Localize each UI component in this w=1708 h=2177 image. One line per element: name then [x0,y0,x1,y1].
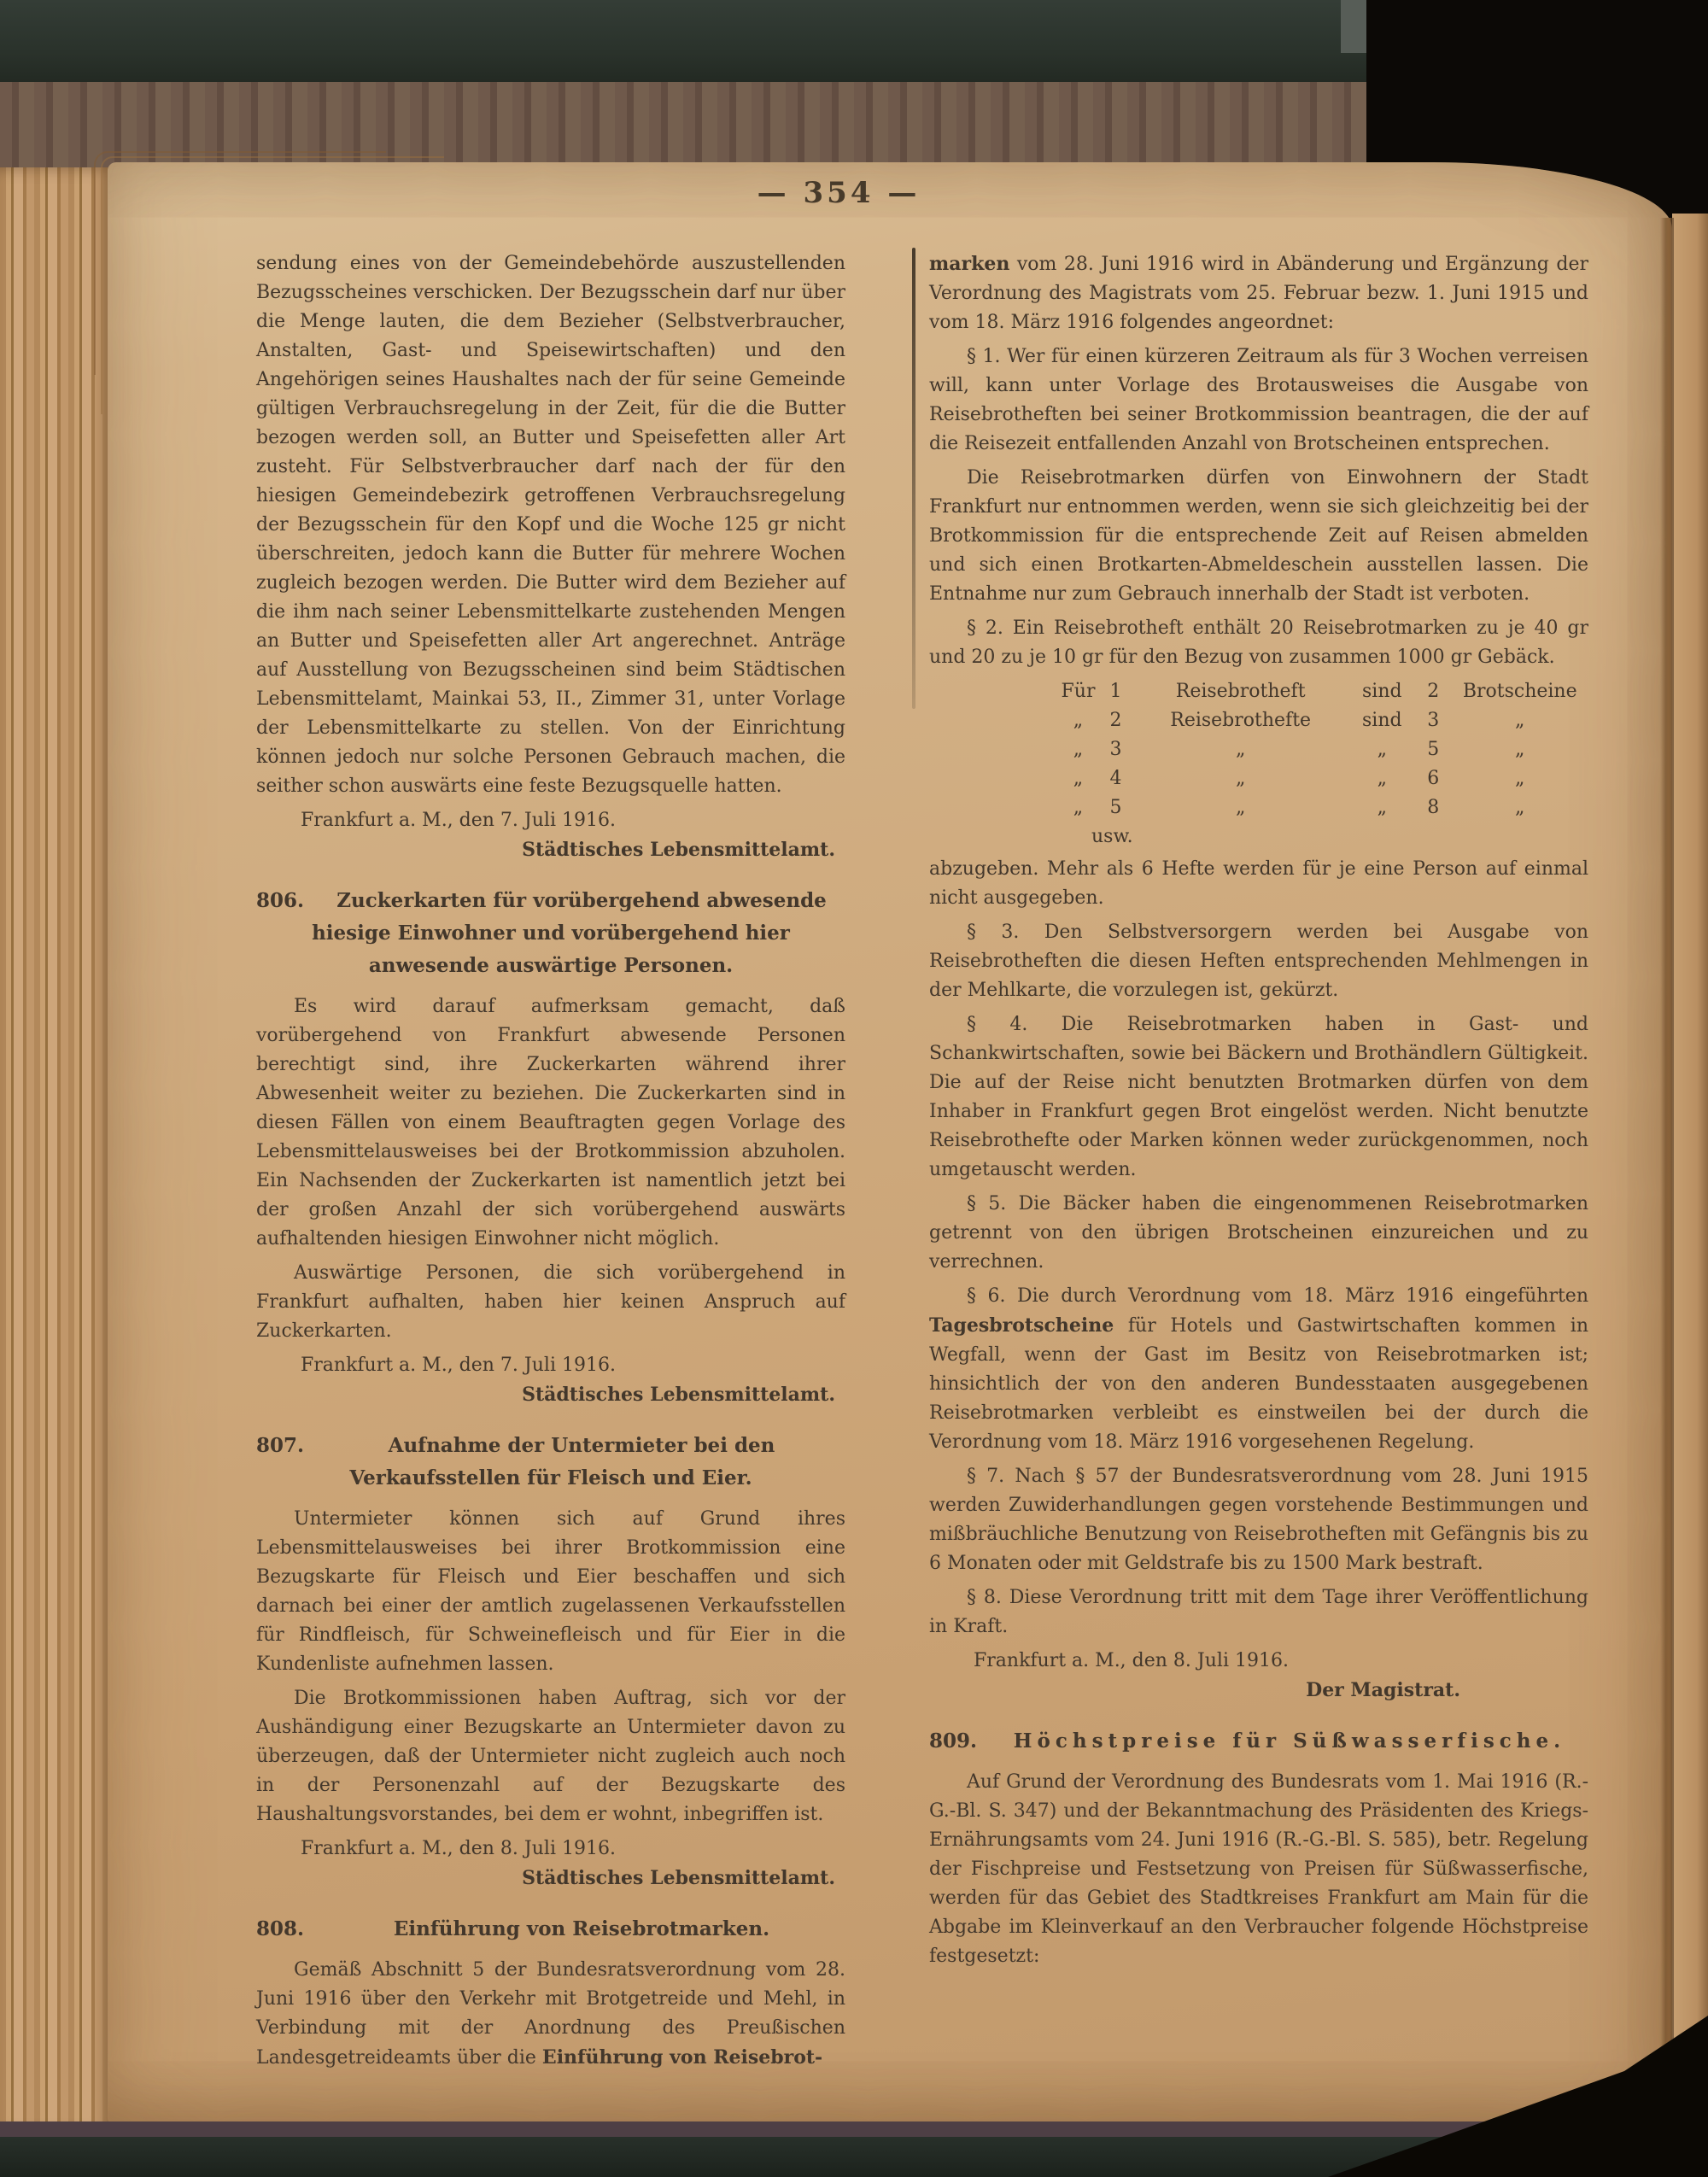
table-cell: 5 [1427,739,1440,760]
table-row [1057,793,1588,822]
table-cell: „ [1073,739,1084,760]
table-cell: 1 [1109,681,1122,702]
table-cell: „ [1515,710,1525,731]
table-cell: „ [1073,710,1084,731]
ordinance-paragraph: Die Reisebrotmarken dürfen von Einwohnern der Stadt Frankfurt nur entnommen werden, wenn sie sich gleichzeitig bei der Brotkommission für die entsprechende Zeit auf Reisen abmelden und sich einen Brotkarten-Abmeldeschein ausstellen lassen. Die Entnahme nur zum Gebrauch innerhalb der Stadt ist verboten. [929,467,1588,605]
table-cell: 8 [1427,797,1440,818]
ordinance-paragraph: Die Brotkommissionen haben Auftrag, sich vor der Aushändigung einer Bezugskarte an Untermieter davon zu überzeugen, daß der Untermieter nicht zugleich auch noch in der Personenzahl auf der Bezugskarte des Haushaltungsvorstandes, bei dem er wohnt, inbegriffen ist. [256,1688,845,1825]
table-cell: „ [1515,739,1525,760]
ordinance-paragraph: abzugeben. Mehr als 6 Hefte werden für je eine Person auf einmal nicht ausgegeben. [929,858,1588,909]
brotscheine-conversion-table [1057,677,1588,851]
table-cell: „ [1377,768,1387,789]
date-line: Frankfurt a. M., den 8. Juli 1916. [974,1650,1289,1671]
table-cell: „ [1073,797,1084,818]
ordinance-paragraph: § 3. Den Selbstversorgern werden bei Ausgabe von Reisebrotheften die diesen Heften entsprechenden Mehlmengen in der Mehlkarte, die vorzulegen ist, gekürzt. [929,922,1588,1001]
continuation-paragraph: sendung eines von der Gemeindebehörde auszustellenden Bezugsscheines verschicken. Der Bezugsschein darf nur über die Menge lauten, die dem Bezieher (Selbstverbraucher, Anstalten, Gast- und Speisewirtschaften) und den Angehörigen seines Haushaltes nach der für seine Gemeinde gültigen Verbrauchsregelung in der Zeit, für die die Butter bezogen werden soll, an Butter und Speisefetten aller Art zusteht. Für Selbstverbraucher darf nach der für den hiesigen Gemeindebezirk getroffenen Verbrauchsregelung der Bezugsschein für den Kopf und die Woche 125 gr nicht überschreiten, jedoch kann die Butter für mehrere Wochen zugleich bezogen werden. Die Butter wird dem Bezieher auf die ihm nach seiner Lebensmittelkarte zustehenden Mengen an Butter und Speisefetten aller Art angerechnet. Anträge auf Ausstellung von Bezugsscheinen sind beim Städtischen Lebensmittelamt, Mainkai 53, II., Zimmer 31, unter Vorlage der Lebensmittelkarte zu stellen. Von der Einrichtung können jedoch nur solche Personen Gebrauch machen, die seither schon auswärts eine feste Bezugsquelle hatten. [256,253,845,797]
table-cell: Für [1061,681,1096,702]
section-807-heading [256,1430,845,1495]
date-line: Frankfurt a. M., den 7. Juli 1916. [301,810,616,831]
table-cell: 2 [1427,681,1440,702]
ordinance-number: 806. [256,889,305,912]
gazette-page [108,162,1672,2127]
ordinance-number: 809. [929,1729,978,1753]
ordinance-paragraph: Auf Grund der Verordnung des Bundesrats vom 1. Mai 1916 (R.-G.-Bl. S. 347) und der Bekanntmachung des Präsidenten des Kriegs-Ernährungsamts vom 24. Juni 1916 (R.-G.-Bl. S. 585), betr. Regelung der Fischpreise und Festsetzung von Preisen für Süßwasserfische, werden für das Gebiet des Stadtkreises Frankfurt am Main für die Abgabe im Kleinverkauf an den Verbraucher folgende Höchstpreise festgesetzt: [929,1771,1588,1967]
ordinance-paragraph [256,1956,845,2073]
table-cell: 6 [1427,768,1440,789]
table-cell: Reisebrothefte [1170,710,1312,731]
date-line: Frankfurt a. M., den 8. Juli 1916. [301,1838,616,1859]
ordinance-paragraph: § 1. Wer für einen kürzeren Zeitraum als für 3 Wochen verreisen will, kann unter Vorlage des Brotausweises die Ausgabe von Reisebrotheften bei seiner Brotkommission beantragen, die der auf die Reisezeit entfallenden Anzahl von Brotscheinen entsprechen. [929,346,1588,454]
page-crease [1660,218,1674,2088]
underlying-page-edge [1672,214,1708,2084]
gutter-fold-mark [912,248,915,709]
emphasized-text: marken [929,253,1010,275]
ordinance-title: Zuckerkarten für vorübergehend abwesende hiesige Einwohner und vorübergehend hier anwesende auswärtige Personen. [312,889,827,977]
table-cell: sind [1362,681,1402,702]
table-cell: „ [1515,768,1525,789]
table-footer: usw. [1091,826,1133,847]
ordinance-paragraph: Untermieter können sich auf Grund ihres Lebensmittelausweises bei ihrer Brotkommission eine Bezugskarte für Fleisch und Eier beschaffen und sich darnach bei einer der amtlich zugelassenen Verkaufsstellen für Rindfleisch, für Schweinefleisch und für Eier in die Kundenliste aufnehmen lassen. [256,1508,845,1675]
date-line: Frankfurt a. M., den 7. Juli 1916. [301,1355,616,1376]
left-column [256,249,845,2078]
ordinance-title: Aufnahme der Untermieter bei den Verkaufsstellen für Fleisch und Eier. [349,1434,775,1489]
ordinance-title: Einführung von Reisebrotmarken. [393,1917,770,1940]
ordinance-paragraph: Es wird darauf aufmerksam gemacht, daß vorübergehend von Frankfurt abwesende Personen berechtigt sind, ihre Zuckerkarten während ihrer Abwesenheit weiter zu beziehen. Die Zuckerkarten sind in diesen Fällen von einem Beauftragten gegen Vorlage des Lebensmittelausweises bei der Brotkommission abzuholen. Ein Nachsenden der Zuckerkarten ist namentlich jetzt bei der großen Anzahl der sich vorübergehend auswärts aufhaltenden hiesigen Einwohner nicht möglich. [256,996,845,1249]
paragraph-text: vom 28. Juni 1916 wird in Abänderung und Ergänzung der Verordnung des Magistrats vom 25. Februar bezw. 1. Juni 1915 und vom 18. März 1916 folgendes angeordnet: [929,254,1588,333]
emphasized-text: Tagesbrotscheine [929,1314,1114,1337]
paragraph-text: Gemäß Abschnitt 5 der Bundesratsverordnung vom 28. Juni 1916 über den Verkehr mit Brotgetreide und Mehl, in Verbindung mit der Anordnung des Preußischen Landesgetreideamts über die [256,1959,845,2069]
section-806-heading [256,885,845,982]
table-cell: 4 [1109,768,1122,789]
paragraph-text: für Hotels und Gastwirtschaften kommen in Wegfall, wenn der Gast im Besitz von Reisebrotmarken ist; hinsichtlich der von den anderen Bundesstaaten ausgegebenen Reisebrotmarken verbleibt es einstweilen bei der durch die Verordnung vom 18. März 1916 vorgesehenen Regelung. [929,1315,1588,1453]
table-cell: sind [1362,710,1402,731]
signature-line: Städtisches Lebensmittelamt. [522,839,835,861]
table-cell: „ [1377,797,1387,818]
table-row [1057,764,1588,793]
ordinance-number: 807. [256,1434,305,1457]
table-cell: „ [1073,768,1084,789]
table-cell: „ [1235,739,1246,760]
table-cell: 2 [1109,710,1122,731]
table-cell: 5 [1109,797,1122,818]
section-808-heading [256,1913,845,1946]
signature-line: Städtisches Lebensmittelamt. [522,1384,835,1406]
ordinance-paragraph: § 8. Diese Verordnung tritt mit dem Tage ihrer Veröffentlichung in Kraft. [929,1587,1588,1637]
table-cell: 3 [1109,739,1122,760]
ordinance-paragraph: Auswärtige Personen, die sich vorübergehend in Frankfurt aufhalten, haben hier keinen Anspruch auf Zuckerkarten. [256,1262,845,1342]
ordinance-paragraph: § 5. Die Bäcker haben die eingenommenen Reisebrotmarken getrennt von den übrigen Brotscheinen einzureichen und zu verrechnen. [929,1193,1588,1273]
emphasized-text: Einführung von Reisebrot- [541,2046,823,2069]
signature-line: Der Magistrat. [1306,1679,1460,1701]
table-row [1057,706,1588,735]
table-cell: „ [1235,768,1246,789]
table-cell: Brotscheine [1462,681,1577,702]
page-number: — 354 — [757,176,921,210]
ordinance-number: 808. [256,1917,305,1940]
table-cell: „ [1515,797,1525,818]
ordinance-paragraph [929,1282,1588,1457]
table-cell: „ [1235,797,1246,818]
table-row [1057,677,1588,706]
table-cell: 3 [1427,710,1440,731]
ordinance-paragraph: § 7. Nach § 57 der Bundesratsverordnung vom 28. Juni 1915 werden Zuwiderhandlungen gegen vorstehende Bestimmungen und mißbräuchliche Benutzung von Reisebrotheften mit Gefängnis bis zu 6 Monaten oder mit Geldstrafe bis zu 1500 Mark bestraft. [929,1466,1588,1574]
ordinance-paragraph: § 4. Die Reisebrotmarken haben in Gast- und Schankwirtschaften, sowie bei Bäckern und Brothändlern Gültigkeit. Die auf der Reise nicht benutzten Brotmarken dürfen von dem Inhaber in Frankfurt gegen Brot eingelöst werden. Nicht benutzte Reisebrothefte oder Marken können weder zurückgenommen, noch umgetauscht werden. [929,1014,1588,1180]
continuation-paragraph [929,249,1588,337]
page-edge-stack [0,167,118,2135]
ordinance-paragraph: § 2. Ein Reisebrotheft enthält 20 Reisebrotmarken zu je 40 gr und 20 zu je 10 gr für den Bezug von zusammen 1000 gr Gebäck. [929,617,1588,668]
paragraph-text: § 6. Die durch Verordnung vom 18. März 1916 eingeführten [967,1285,1588,1307]
table-cell: Reisebrotheft [1175,681,1306,702]
section-809-heading [929,1725,1588,1758]
table-cell: „ [1377,739,1387,760]
right-column [929,249,1588,1976]
signature-line: Städtisches Lebensmittelamt. [522,1867,835,1889]
ordinance-title: Höchstpreise für Süßwasserfische. [1013,1729,1566,1753]
table-row [1057,735,1588,764]
